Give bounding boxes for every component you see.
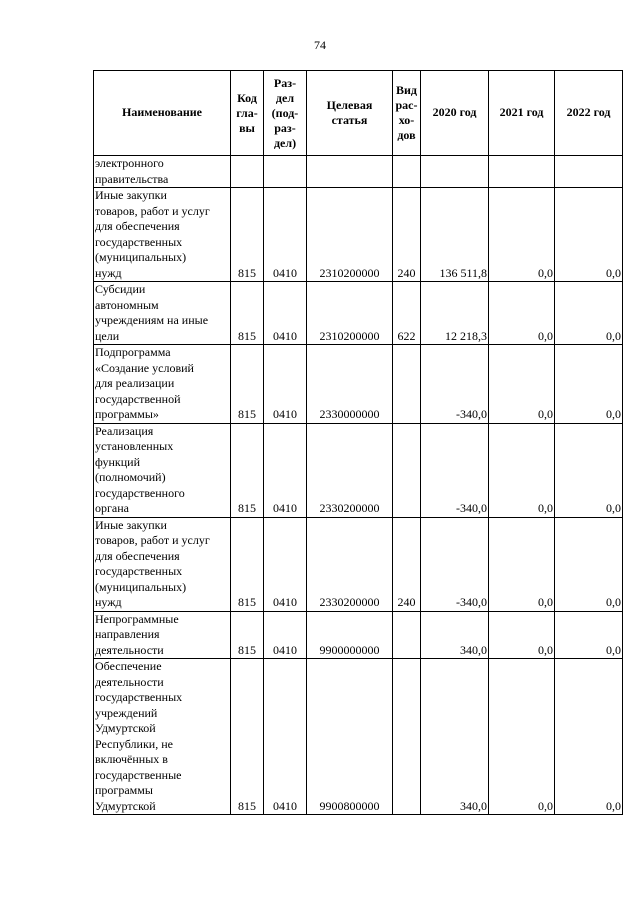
header-row	[94, 71, 623, 156]
row-2021-cell: 0,0	[489, 188, 555, 282]
header-2022: 2022 год	[555, 71, 623, 156]
row-type-cell: 622	[393, 282, 421, 345]
row-code-cell: 815	[231, 611, 264, 659]
row-article-cell	[307, 156, 393, 188]
row-article-cell: 2310200000	[307, 188, 393, 282]
row-article-cell: 9900000000	[307, 611, 393, 659]
row-code-cell: 815	[231, 423, 264, 517]
table-row	[94, 423, 623, 517]
row-section-cell: 0410	[264, 345, 307, 424]
row-2020-cell: 340,0	[421, 659, 489, 815]
row-type-cell: 240	[393, 188, 421, 282]
header-name: Наименование	[94, 71, 231, 156]
page-number: 74	[314, 38, 326, 52]
row-2020-cell: -340,0	[421, 345, 489, 424]
row-article-cell: 2330000000	[307, 345, 393, 424]
table-row	[94, 659, 623, 815]
row-type-cell	[393, 659, 421, 815]
header-2020: 2020 год	[421, 71, 489, 156]
row-type-cell	[393, 611, 421, 659]
row-type-cell	[393, 345, 421, 424]
row-type-cell	[393, 156, 421, 188]
row-2022-cell: 0,0	[555, 423, 623, 517]
budget-table	[93, 70, 623, 815]
row-2022-cell: 0,0	[555, 188, 623, 282]
table-row	[94, 345, 623, 424]
row-2021-cell: 0,0	[489, 345, 555, 424]
row-code-cell: 815	[231, 345, 264, 424]
row-2021-cell: 0,0	[489, 282, 555, 345]
header-article: Целевая статья	[307, 71, 393, 156]
header-section: Раз- дел (под- раз- дел)	[264, 71, 307, 156]
header-code: Код гла- вы	[231, 71, 264, 156]
row-code-cell: 815	[231, 517, 264, 611]
row-code-cell: 815	[231, 659, 264, 815]
row-code-cell: 815	[231, 282, 264, 345]
row-2020-cell: -340,0	[421, 423, 489, 517]
row-name-cell: Реализация установленных функций (полномочий) государственного органа	[94, 423, 231, 517]
row-section-cell: 0410	[264, 282, 307, 345]
table-row	[94, 156, 623, 188]
row-2022-cell: 0,0	[555, 345, 623, 424]
row-2021-cell	[489, 156, 555, 188]
row-2022-cell: 0,0	[555, 282, 623, 345]
row-article-cell: 9900800000	[307, 659, 393, 815]
row-2022-cell	[555, 156, 623, 188]
row-2020-cell	[421, 156, 489, 188]
row-section-cell: 0410	[264, 423, 307, 517]
row-name-cell: электронного правительства	[94, 156, 231, 188]
row-2021-cell: 0,0	[489, 517, 555, 611]
row-article-cell: 2330200000	[307, 423, 393, 517]
header-type: Вид рас- хо- дов	[393, 71, 421, 156]
row-2020-cell: 340,0	[421, 611, 489, 659]
row-2021-cell: 0,0	[489, 611, 555, 659]
row-code-cell: 815	[231, 188, 264, 282]
row-2022-cell: 0,0	[555, 659, 623, 815]
row-section-cell	[264, 156, 307, 188]
table-row	[94, 611, 623, 659]
row-name-cell: Непрограммные направления деятельности	[94, 611, 231, 659]
row-code-cell	[231, 156, 264, 188]
row-2022-cell: 0,0	[555, 611, 623, 659]
row-name-cell: Субсидии автономным учреждениям на иные цели	[94, 282, 231, 345]
row-name-cell: Иные закупки товаров, работ и услуг для обеспечения государственных (муниципальных) нужд	[94, 517, 231, 611]
row-2022-cell: 0,0	[555, 517, 623, 611]
row-article-cell: 2330200000	[307, 517, 393, 611]
row-article-cell: 2310200000	[307, 282, 393, 345]
table-row	[94, 282, 623, 345]
row-name-cell: Подпрограмма «Создание условий для реализации государственной программы»	[94, 345, 231, 424]
row-2021-cell: 0,0	[489, 659, 555, 815]
row-2020-cell: -340,0	[421, 517, 489, 611]
row-section-cell: 0410	[264, 659, 307, 815]
row-section-cell: 0410	[264, 611, 307, 659]
row-2020-cell: 12 218,3	[421, 282, 489, 345]
row-type-cell	[393, 423, 421, 517]
row-name-cell: Обеспечение деятельности государственных учреждений Удмуртской Республики, не включённых в государственные программы Удмуртской	[94, 659, 231, 815]
row-name-cell: Иные закупки товаров, работ и услуг для обеспечения государственных (муниципальных) нужд	[94, 188, 231, 282]
row-2021-cell: 0,0	[489, 423, 555, 517]
row-2020-cell: 136 511,8	[421, 188, 489, 282]
row-type-cell: 240	[393, 517, 421, 611]
header-2021: 2021 год	[489, 71, 555, 156]
row-section-cell: 0410	[264, 188, 307, 282]
table-row	[94, 517, 623, 611]
table-row	[94, 188, 623, 282]
row-section-cell: 0410	[264, 517, 307, 611]
